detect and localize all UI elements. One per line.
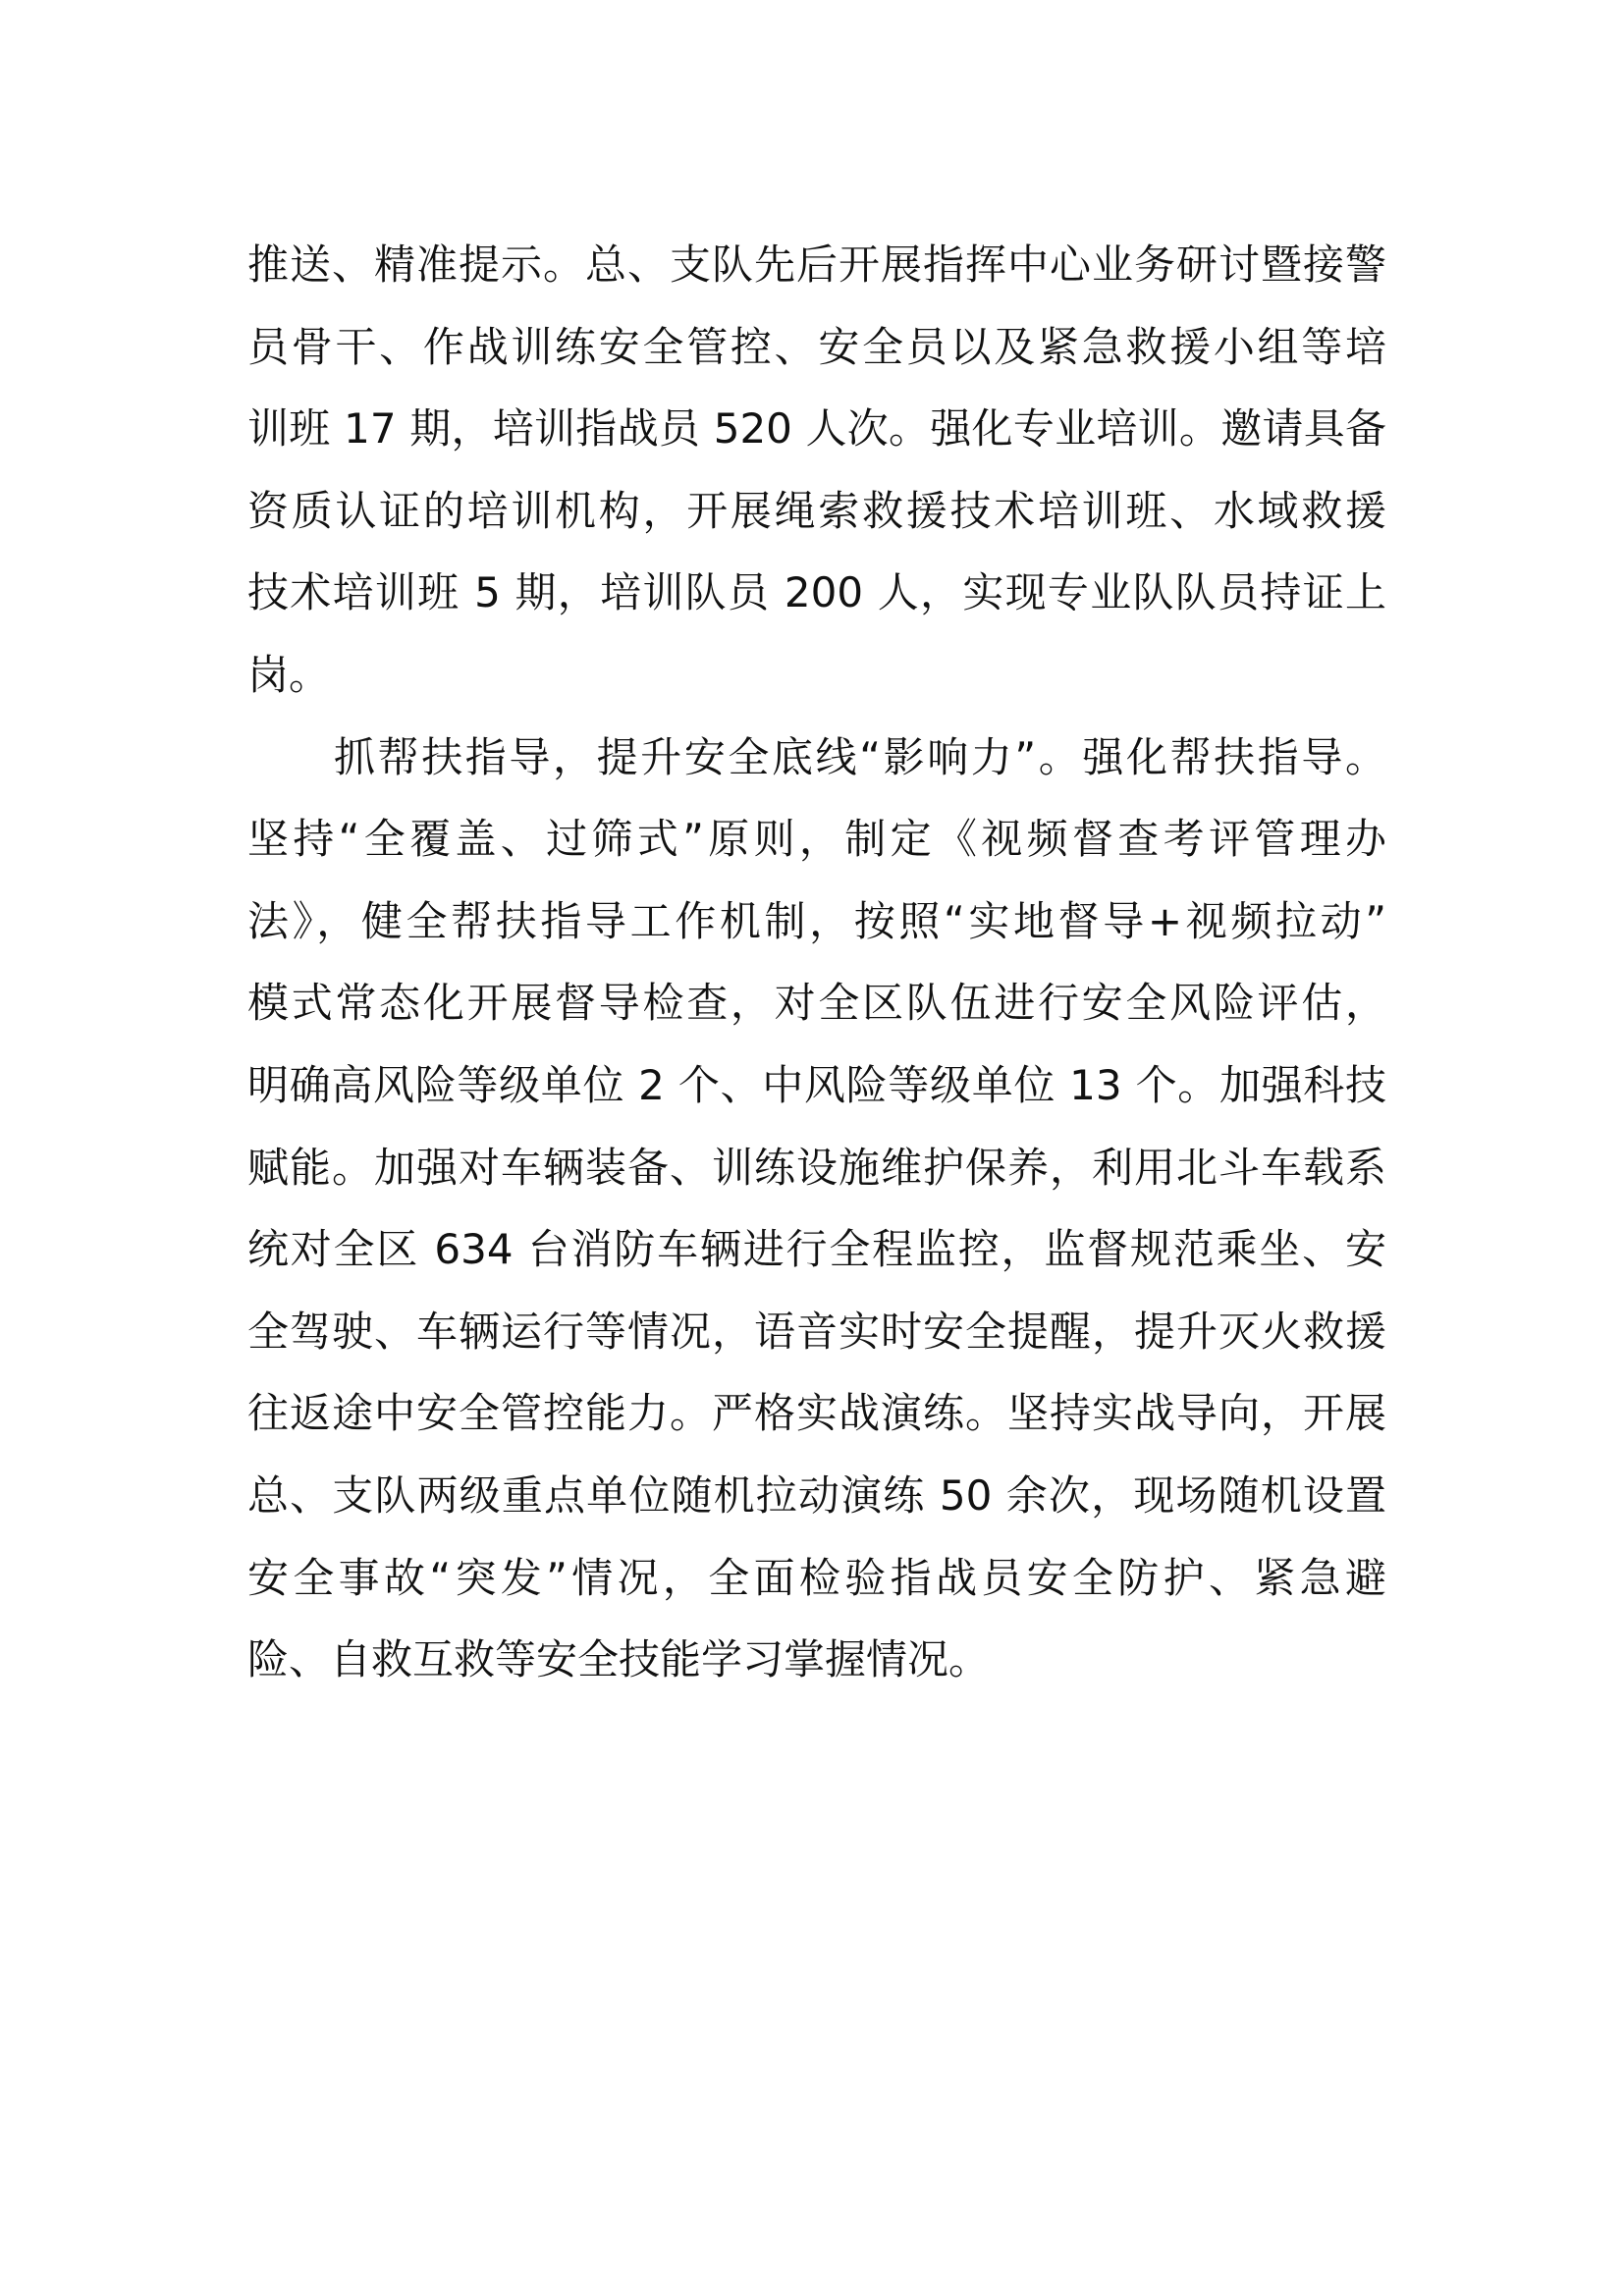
text-line: 技术培训班 5 期，培训队员 200 人，实现专业队队员持证上 [247,568,1386,617]
text-line: 坚持“全覆盖、过筛式”原则，制定《视频督查考评管理办 [247,815,1386,864]
text-line: 往返途中安全管控能力。严格实战演练。坚持实战导向，开展 [247,1389,1386,1438]
text-line: 赋能。加强对车辆装备、训练设施维护保养，利用北斗车载系 [247,1143,1386,1192]
text-line: 险、自救互救等安全技能学习掌握情况。 [247,1635,991,1684]
text-line: 明确高风险等级单位 2 个、中风险等级单位 13 个。加强科技 [247,1060,1386,1109]
text-line: 安全事故“突发”情况，全面检验指战员安全防护、紧急避 [247,1553,1386,1602]
text-line: 资质认证的培训机构，开展绳索救援技术培训班、水域救援 [247,486,1386,535]
paragraph-guidance [247,717,1386,1701]
text-line: 训班 17 期，培训指战员 520 人次。强化专业培训。邀请具备 [247,404,1386,454]
paragraph-training [247,224,1386,717]
text-line: 推送、精准提示。总、支队先后开展指挥中心业务研讨暨接警 [247,240,1386,289]
text-line: 总、支队两级重点单位随机拉动演练 50 余次，现场随机设置 [247,1470,1386,1520]
text-line: 统对全区 634 台消防车辆进行全程监控，监督规范乘坐、安 [247,1225,1386,1274]
text-line: 员骨干、作战训练安全管控、安全员以及紧急救援小组等培 [247,322,1386,371]
text-line: 抓帮扶指导，提升安全底线“影响力”。强化帮扶指导。 [334,732,1386,781]
text-line: 法》，健全帮扶指导工作机制，按照“实地督导+视频拉动” [247,896,1386,945]
text-line: 全驾驶、车辆运行等情况，语音实时安全提醒，提升灭火救援 [247,1307,1386,1356]
document-body [247,224,1386,1701]
text-line: 模式常态化开展督导检查，对全区队伍进行安全风险评估， [247,979,1386,1028]
text-line: 岗。 [247,650,331,699]
